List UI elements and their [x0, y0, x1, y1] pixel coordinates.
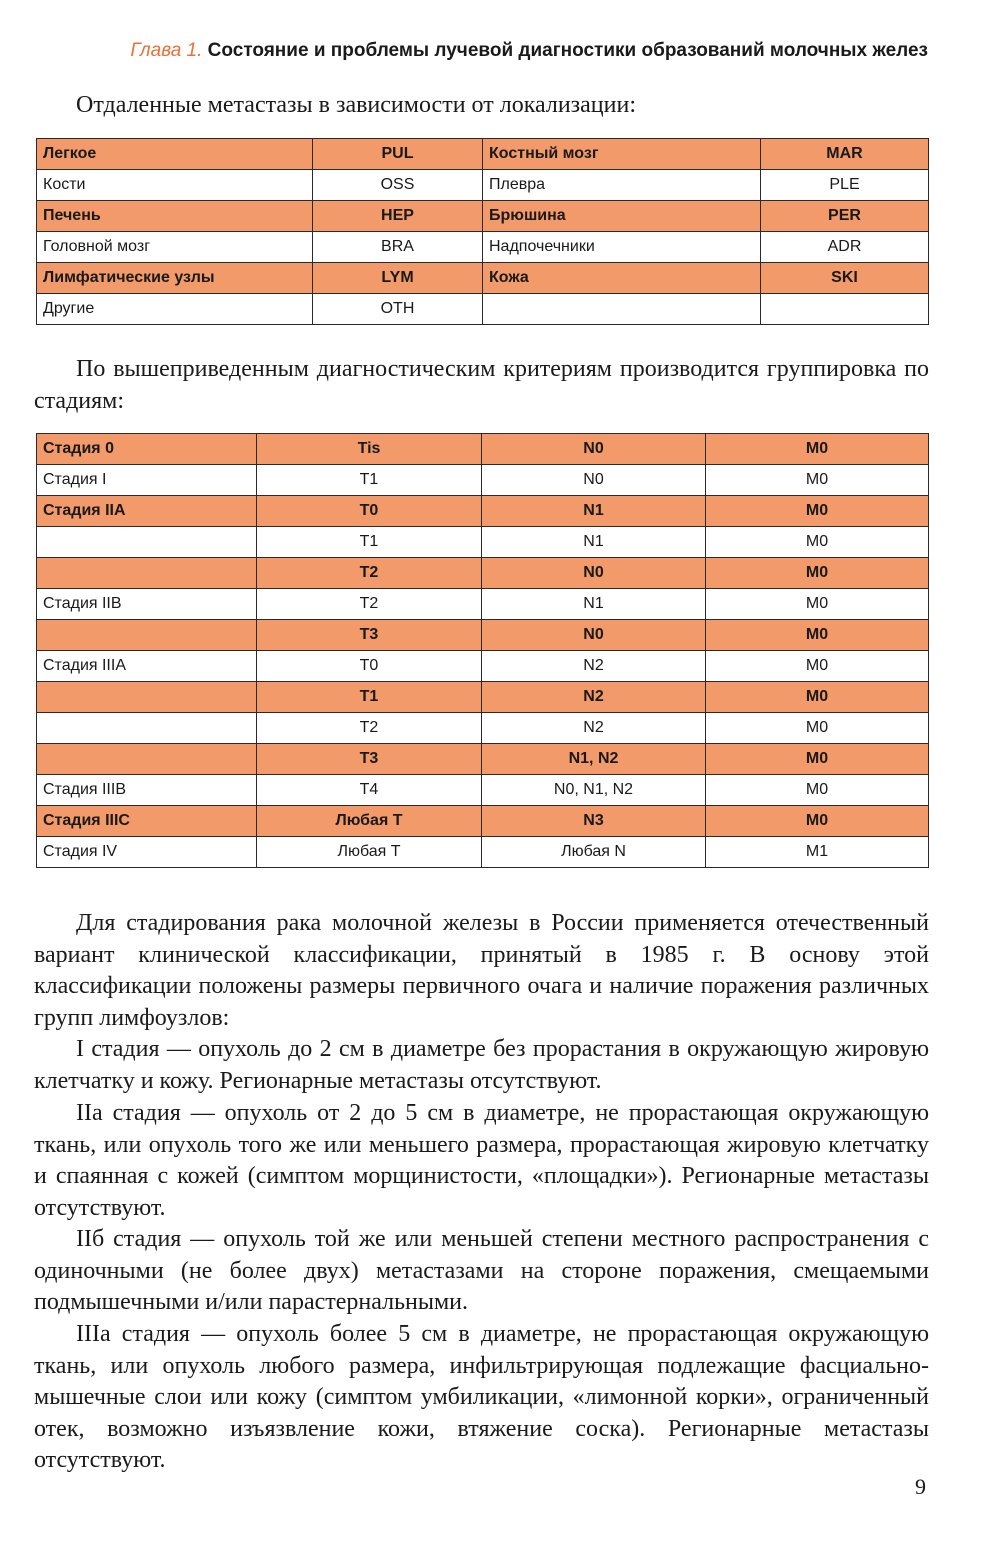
table-cell: M0: [706, 682, 929, 713]
table-cell: Другие: [37, 294, 313, 325]
table-cell: N1: [482, 589, 706, 620]
table-row: [37, 139, 929, 170]
table-cell: Стадия IV: [37, 837, 257, 868]
table-cell: M0: [706, 806, 929, 837]
table-cell: Tis: [257, 434, 482, 465]
table-cell: M0: [706, 465, 929, 496]
metastases-table: [36, 138, 929, 325]
table-cell: Стадия IIIA: [37, 651, 257, 682]
table-cell: M0: [706, 558, 929, 589]
table-cell: Головной мозг: [37, 232, 313, 263]
table-cell: Любая N: [482, 837, 706, 868]
table-cell: M0: [706, 713, 929, 744]
table-cell: T3: [257, 744, 482, 775]
table-cell: T3: [257, 620, 482, 651]
table-row: [37, 496, 929, 527]
table-row: [37, 558, 929, 589]
table-row: [37, 713, 929, 744]
table-cell: N3: [482, 806, 706, 837]
table-row: [37, 589, 929, 620]
table-cell: T1: [257, 465, 482, 496]
table-cell: PUL: [313, 139, 483, 170]
table-cell: Кожа: [483, 263, 761, 294]
table-row: [37, 201, 929, 232]
table-cell: T0: [257, 496, 482, 527]
table-cell: [37, 682, 257, 713]
table-cell: N0: [482, 434, 706, 465]
table-row: [37, 682, 929, 713]
table-cell: PLE: [761, 170, 929, 201]
table-row: [37, 434, 929, 465]
body-paragraph-2: I стадия — опухоль до 2 см в диаметре без прорастания в окружающую жировую клетчатку и кожу. Регионарные метастазы отсутствуют.: [34, 1036, 929, 1094]
body-paragraph-1: Для стадирования рака молочной железы в России применяется отечественный вариант клинической классификации, принятый в 1985 г. В основу этой классификации положены размеры первичного очага и наличие поражения различных групп лимфоузлов:: [34, 910, 929, 1031]
table-cell: [37, 527, 257, 558]
table-cell: M0: [706, 775, 929, 806]
table-cell: [37, 713, 257, 744]
table-cell: M0: [706, 434, 929, 465]
table-row: [37, 744, 929, 775]
table-cell: OSS: [313, 170, 483, 201]
table-cell: T2: [257, 558, 482, 589]
table-cell: N0, N1, N2: [482, 775, 706, 806]
table-cell: N1, N2: [482, 744, 706, 775]
table-cell: Плевра: [483, 170, 761, 201]
table-cell: Стадия 0: [37, 434, 257, 465]
table-cell: Стадия IIIC: [37, 806, 257, 837]
table-cell: ADR: [761, 232, 929, 263]
table-row: [37, 527, 929, 558]
chapter-label: Глава 1.: [130, 40, 203, 61]
table-cell: N2: [482, 651, 706, 682]
table-cell: T0: [257, 651, 482, 682]
table-cell: M0: [706, 496, 929, 527]
body-paragraph-3: IIa стадия — опухоль от 2 до 5 см в диаметре, не прорастающая окружающую ткань, или опухоль того же или меньшего размера, прорастающая жировую клетчатку и спаянная с кожей (симптом морщинистости, «площадки»). Регионарные метастазы отсутствуют.: [34, 1100, 929, 1221]
staging-table: [36, 433, 929, 868]
table-cell: Любая T: [257, 806, 482, 837]
table-row: [37, 232, 929, 263]
table-cell: Надпочечники: [483, 232, 761, 263]
table-cell: Стадия IIB: [37, 589, 257, 620]
table-cell: M0: [706, 527, 929, 558]
table-cell: SKI: [761, 263, 929, 294]
table-cell: Стадия I: [37, 465, 257, 496]
table-row: [37, 294, 929, 325]
table-cell: [37, 744, 257, 775]
table-cell: N0: [482, 558, 706, 589]
table-cell: N2: [482, 713, 706, 744]
table-cell: M0: [706, 744, 929, 775]
table-cell: HEP: [313, 201, 483, 232]
metastases-table-body: [37, 139, 929, 325]
page-number: 9: [915, 1474, 926, 1499]
table-row: [37, 170, 929, 201]
table-cell: T1: [257, 527, 482, 558]
table-cell: N2: [482, 682, 706, 713]
table-cell: Стадия IIA: [37, 496, 257, 527]
table-row: [37, 263, 929, 294]
table-cell: [37, 558, 257, 589]
staging-intro: По вышеприведенным диагностическим критериям производится группировка по стадиям:: [34, 356, 929, 414]
table-row: [37, 775, 929, 806]
table-row: [37, 837, 929, 868]
table-cell: T1: [257, 682, 482, 713]
body-paragraph-4: IIб стадия — опухоль той же или меньшей степени местного распространения с одиночными (не более двух) метастазами на стороне поражения, смещаемыми подмышечными и/или парастернальными.: [34, 1226, 929, 1315]
table-row: [37, 651, 929, 682]
body-paragraph-5: IIIa стадия — опухоль более 5 см в диаметре, не прорастающая окружающую ткань, или опухоль любого размера, инфильтрирующая подлежащие фасциально-мышечные слои или кожу (симптом умбиликации, «лимонной корки», ограниченный отек, возможно изъязвление кожи, втяжение соска). Регионарные метастазы отсутствуют.: [34, 1321, 929, 1473]
table-cell: T2: [257, 589, 482, 620]
table-cell: [37, 620, 257, 651]
table-cell: [483, 294, 761, 325]
metastases-intro: Отдаленные метастазы в зависимости от локализации:: [76, 92, 637, 118]
table-cell: Печень: [37, 201, 313, 232]
table-cell: M0: [706, 589, 929, 620]
table-cell: T2: [257, 713, 482, 744]
table-cell: BRA: [313, 232, 483, 263]
table-cell: Брюшина: [483, 201, 761, 232]
table-cell: MAR: [761, 139, 929, 170]
table-row: [37, 465, 929, 496]
chapter-title: Состояние и проблемы лучевой диагностики образований молочных желез: [207, 40, 928, 61]
table-row: [37, 620, 929, 651]
table-cell: M0: [706, 620, 929, 651]
table-cell: LYM: [313, 263, 483, 294]
table-cell: M0: [706, 651, 929, 682]
table-cell: Кости: [37, 170, 313, 201]
staging-table-body: [37, 434, 929, 868]
table-cell: Лимфатические узлы: [37, 263, 313, 294]
table-cell: PER: [761, 201, 929, 232]
table-cell: Любая T: [257, 837, 482, 868]
table-cell: M1: [706, 837, 929, 868]
table-cell: [761, 294, 929, 325]
table-cell: N1: [482, 496, 706, 527]
table-cell: N1: [482, 527, 706, 558]
table-cell: N0: [482, 620, 706, 651]
table-cell: T4: [257, 775, 482, 806]
table-row: [37, 806, 929, 837]
table-cell: Костный мозг: [483, 139, 761, 170]
running-head: [130, 40, 928, 62]
table-cell: Легкое: [37, 139, 313, 170]
table-cell: Стадия IIIB: [37, 775, 257, 806]
table-cell: OTH: [313, 294, 483, 325]
table-cell: N0: [482, 465, 706, 496]
